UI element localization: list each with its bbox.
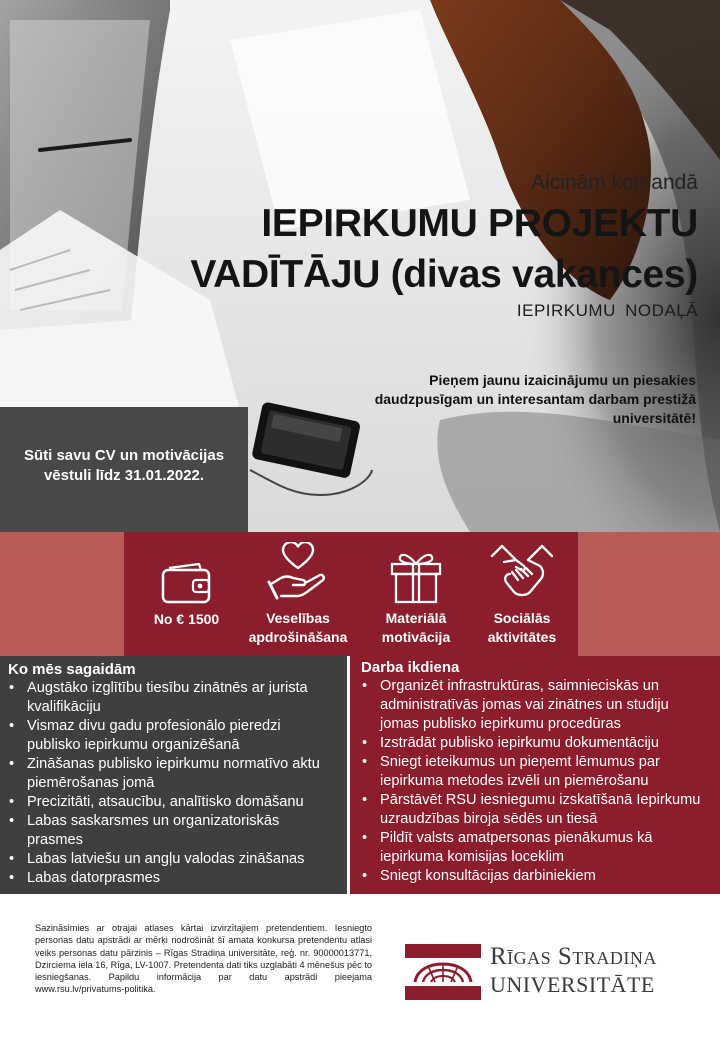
benefit-health bbox=[239, 532, 357, 656]
privacy-notice: Sazināsimies ar otrajai atlases kārtai izvirzītajiem pretendentiem. Iesniegto personas datu apstrādi ar mērķi nodrošināt šī amata konkursa pretendentu atlasi veiks personas datu pārzinis – Rīgas Stradiņa universitāte, reģ. nr. 90000013771, Dzirciema iela 16, Rīga, LV-1007. Pretendenta dati tiks uzglabāti 4 mēnešus pēc to iesniegšanas. Papildu informācija par datu apstrādi pieejama www.rsu.lv/privatums-politika. bbox=[35, 923, 372, 995]
duties-section bbox=[350, 656, 720, 894]
logo-name: Rīgas Stradiņa bbox=[490, 943, 657, 970]
benefit-label: Veselības apdrošināšana bbox=[248, 610, 348, 645]
benefits-band bbox=[124, 532, 578, 656]
department-name: IEPIRKUMU NODAĻĀ bbox=[516, 301, 698, 320]
benefit-label: No € 1500 bbox=[153, 611, 220, 627]
requirements-section bbox=[0, 656, 347, 894]
hero-tagline: Aicinām komandā bbox=[531, 171, 698, 194]
band-accent-left bbox=[0, 532, 124, 656]
band-accent-right bbox=[578, 532, 720, 656]
cv-deadline-text: Sūti savu CV un motivācijas vēstuli līdz 31.01.2022. bbox=[23, 446, 225, 484]
requirements-title: Ko mēs sagaidām bbox=[8, 661, 136, 678]
list-item: • Labas saskarsmes un organizatoriskās prasmes bbox=[8, 812, 337, 850]
logo-subtitle: UNIVERSITĀTE bbox=[490, 972, 655, 997]
benefit-motivation bbox=[366, 532, 466, 656]
duties-title: Darba ikdiena bbox=[361, 659, 460, 676]
handshake-icon bbox=[490, 542, 554, 602]
list-item: • Precizitāti, atsaucību, analītisko domāšanu bbox=[8, 793, 337, 812]
rsu-emblem-icon bbox=[405, 942, 485, 1002]
challenge-text: Pieņem jaunu izaicinājumu un piesakies daudzpusīgam un interesantam darbam prestižā universitātē! bbox=[374, 372, 696, 426]
list-item: • Pārstāvēt RSU iesniegumu izskatīšanā Iepirkumu uzraudzības biroja sēdēs un tiesā bbox=[361, 791, 710, 829]
list-item: • Pildīt valsts amatpersonas pienākumus kā iepirkuma komisijas loceklim bbox=[361, 829, 710, 867]
list-item: • Zināšanas publisko iepirkumu normatīvo aktu piemērošanas jomā bbox=[8, 755, 337, 793]
rsu-logo bbox=[405, 934, 695, 1004]
benefit-label: Materiālā motivācija bbox=[381, 610, 451, 645]
list-item: • Labas datorprasmes bbox=[8, 869, 337, 888]
list-item: • Augstāko izglītību tiesību zinātnēs ar jurista kvalifikāciju bbox=[8, 679, 337, 717]
benefit-social bbox=[468, 532, 576, 656]
list-item: • Organizēt infrastruktūras, saimnieciskās un administratīvās jomas vai zinātnes un studiju jomas publisko iepirkumu procedūras bbox=[361, 677, 710, 734]
benefit-label: Sociālās aktivitātes bbox=[487, 610, 557, 645]
list-item: • Sniegt ieteikumus un pieņemt lēmumus par iepirkuma metodes izvēli un piemērošanu bbox=[361, 753, 710, 791]
gift-icon bbox=[388, 548, 444, 604]
list-item: • Labas latviešu un angļu valodas zināšanas bbox=[8, 850, 337, 869]
heart-hand-icon bbox=[267, 542, 329, 604]
wallet-icon bbox=[159, 560, 215, 608]
requirements-list bbox=[8, 679, 337, 888]
list-item: • Sniegt konsultācijas darbiniekiem bbox=[361, 867, 710, 886]
list-item: • Izstrādāt publisko iepirkumu dokumentāciju bbox=[361, 734, 710, 753]
job-title: IEPIRKUMU PROJEKTU VADĪTĀJU (divas vakances) bbox=[190, 202, 698, 296]
list-item: • Vismaz divu gadu profesionālo pieredzi publisko iepirkumu organizēšanā bbox=[8, 717, 337, 755]
cv-deadline-box bbox=[0, 407, 248, 532]
duties-list bbox=[361, 677, 710, 886]
benefit-salary bbox=[134, 532, 239, 656]
